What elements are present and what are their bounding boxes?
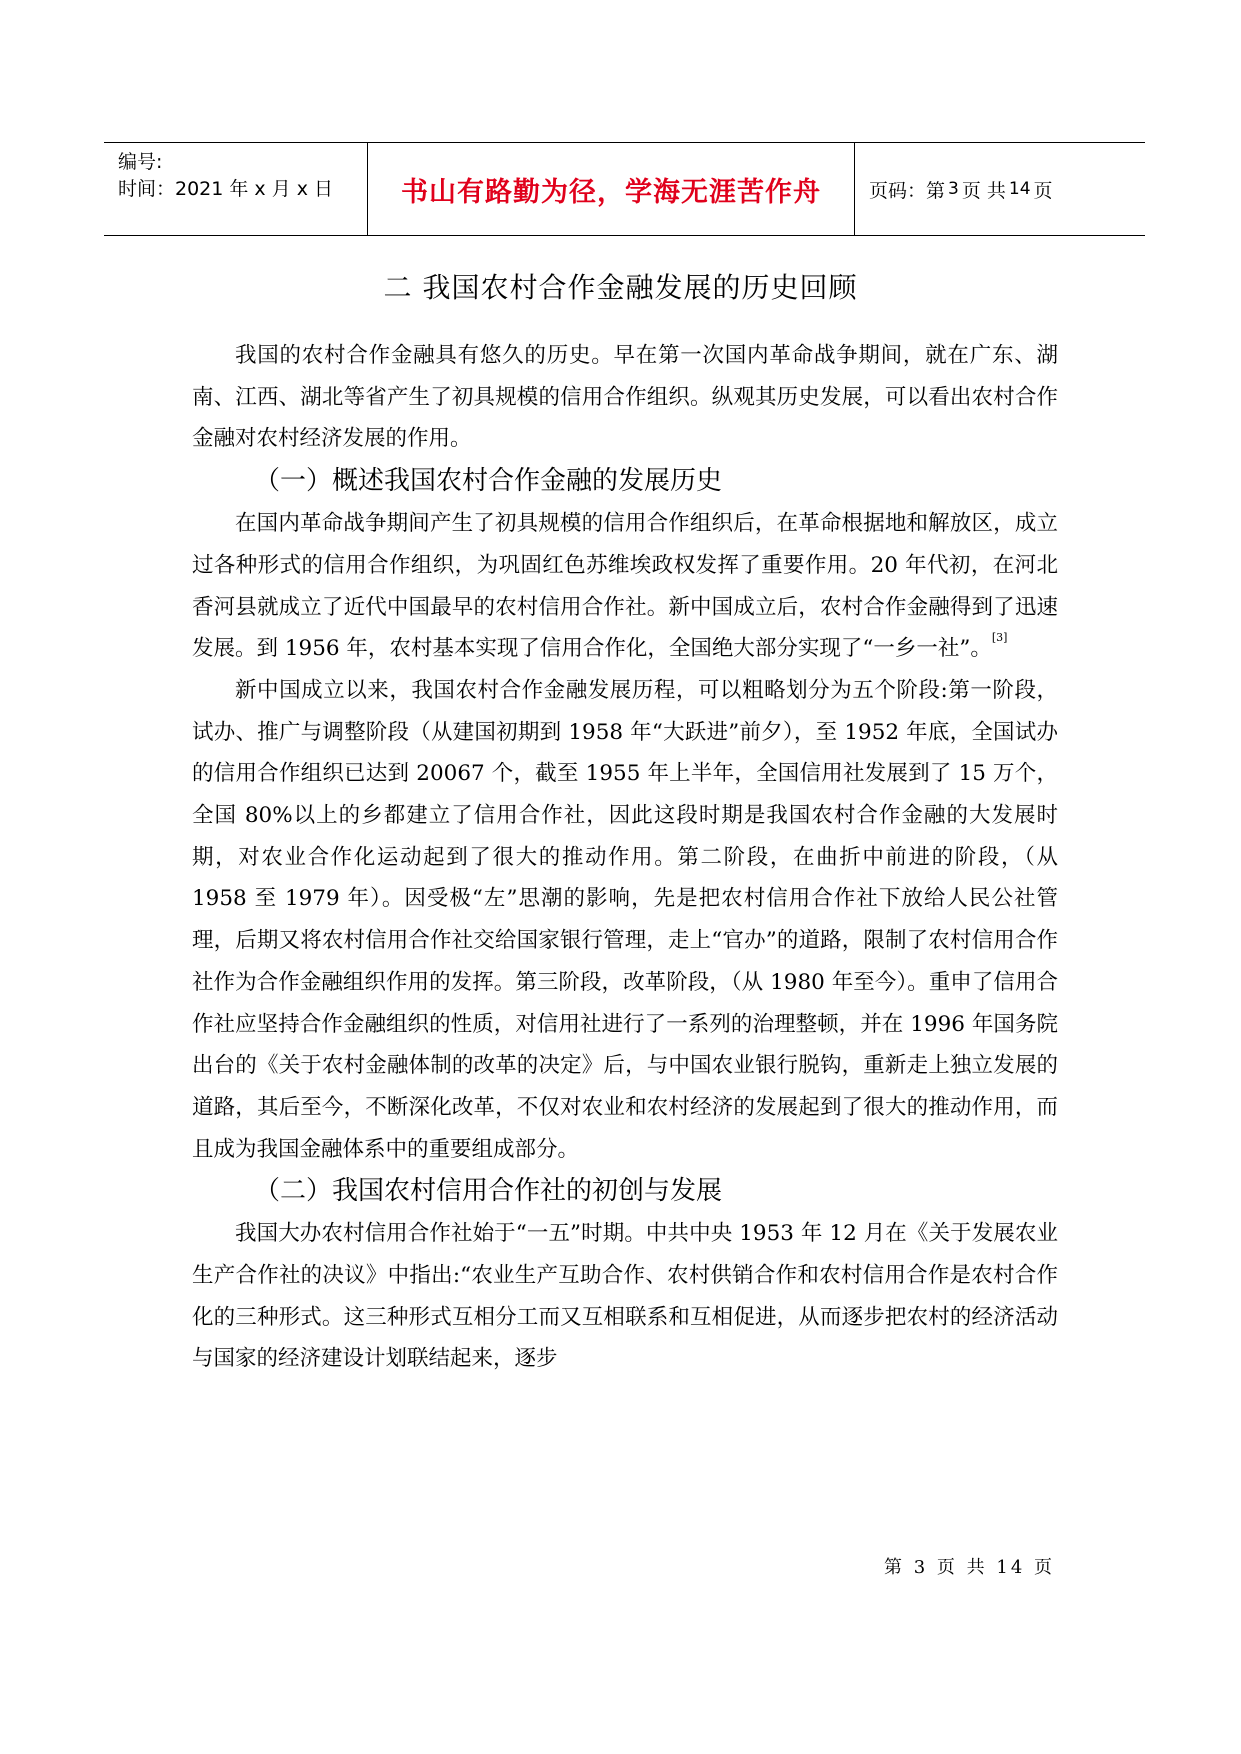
header-meta xyxy=(104,143,368,235)
paragraph: 我国大办农村信用合作社始于“一五”时期。中共中央 1953 年 12 月在《关于发展农业生产合作社的决议》中指出:“农业生产互助合作、农村供销合作和农村信用合作是农村合作化的三种形式。这三种形式互相分工而又互相联系和互相促进，从而逐步把农村的经济活动与国家的经济建设计划联结起来，逐步 xyxy=(192,1221,1058,1372)
paragraph: 新中国成立以来，我国农村合作金融发展历程，可以粗略划分为五个阶段:第一阶段，试办、推广与调整阶段（从建国初期到 1958 年“大跃进”前夕），至 1952 年底，全国试办的信用合作组织已达到 20067 个，截至 1955 年上半年，全国信用社发展到了 15 万个，全国 80%以上的乡都建立了信用合作社，因此这段时期是我国农村合作金融的大发展时期，对农业合作化运动起到了很大的推动作用。第二阶段，在曲折中前进的阶段，（从 1958 至 1979 年）。因受极“左”思潮的影响，先是把农村信用合作社下放给人民公社管理，后期又将农村信用合作社交给国家银行管理，走上“官办”的道路，限制了农村信用合作社作为合作金融组织作用的发挥。第三阶段，改革阶段，（从 1980 年至今）。重申了信用合作社应坚持合作金融组织的性质，对信用社进行了一系列的治理整顿，并在 1996 年国务院出台的《关于农村金融体制的改革的决定》后，与中国农业银行脱钩，重新走上独立发展的道路，其后至今，不断深化改革，不仅对农业和农村经济的发展起到了很大的推动作用，而且成为我国金融体系中的重要组成部分。 xyxy=(192,677,1058,1162)
page-header xyxy=(104,142,1145,236)
page-total: 14 xyxy=(1008,179,1031,199)
document-body xyxy=(192,335,1058,1380)
paragraph: 我国的农村合作金融具有悠久的历史。早在第一次国内革命战争期间，就在广东、湖南、江西、湖北等省产生了初具规模的信用合作组织。纵观其历史发展，可以看出农村合作金融对农村经济发展的作用。 xyxy=(192,343,1058,452)
section-heading: （一）概述我国农村合作金融的发展历史 xyxy=(254,466,723,497)
citation-ref: [3] xyxy=(991,631,1008,645)
page-footer: 第 3 页 共 14 页 xyxy=(884,1557,1055,1578)
serial-label: 编号: xyxy=(118,151,163,173)
page-current: 3 xyxy=(948,179,959,199)
paragraph-text: 在国内革命战争期间产生了初具规模的信用合作组织后，在革命根据地和解放区，成立过各种形式的信用合作组织，为巩固红色苏维埃政权发挥了重要作用。20 年代初，在河北香河县就成立了近代中国最早的农村信用合作社。新中国成立后，农村合作金融得到了迅速发展。到 1956 年，农村基本实现了信用合作化，全国绝大部分实现了“一乡一社”。 xyxy=(192,511,1058,662)
section-heading: （二）我国农村信用合作社的初创与发展 xyxy=(254,1176,723,1207)
page-middle: 页 共 xyxy=(961,179,1006,202)
page-prefix: 页码：第 xyxy=(869,179,946,202)
paragraph xyxy=(192,503,1058,670)
header-motto: 书山有路勤为径，学海无涯苦作舟 xyxy=(368,143,855,235)
header-page-number xyxy=(855,143,1145,235)
date-text: 时间：2021 年 x 月 x 日 xyxy=(118,178,334,200)
page-suffix: 页 xyxy=(1033,179,1053,202)
page-title: 二 我国农村合作金融发展的历史回顾 xyxy=(383,271,858,304)
